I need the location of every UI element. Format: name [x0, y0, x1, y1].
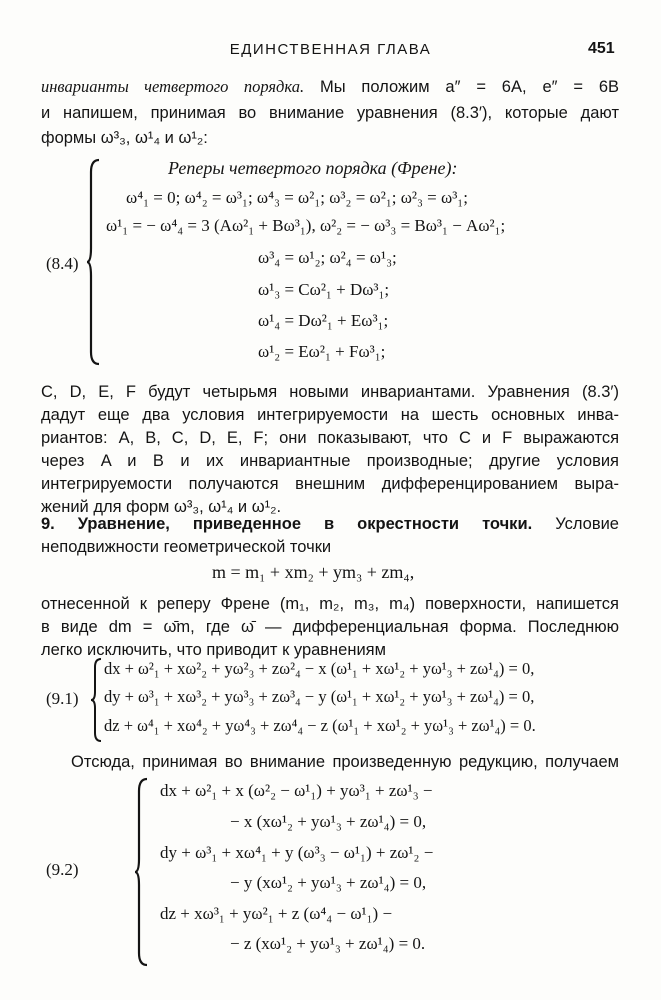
section-9-line: неподвижности геометрической точки	[41, 538, 332, 556]
eq-9-1-line: dx + ω²₁ + xω²₂ + yω²₃ + zω²₄ − x (ω¹₁ + xω¹₂ + yω¹₃ + zω¹₄) = 0,	[104, 659, 535, 678]
section-9-first-line	[41, 512, 619, 536]
section-9-point-equation: m = m₁ + xm₂ + ym₃ + zm₄,	[212, 562, 415, 582]
eq-8-4-line: ω¹₄ = Dω²₁ + Eω³₁;	[258, 311, 389, 330]
eq-8-4-caption: Реперы четвертого порядка (Френе):	[168, 158, 458, 178]
eq-9-2-line: dz + xω³₁ + yω²₁ + z (ω⁴₄ − ω¹₁) −	[160, 904, 393, 923]
eq-9-2-number: (9.2)	[46, 860, 79, 879]
intro-line-2: и напишем, принимая во внимание уравнения (8.3′), которые дают	[41, 104, 619, 122]
eq-8-4-brace	[86, 158, 102, 366]
eq-8-4-number: (8.4)	[46, 254, 79, 273]
eq-9-2-line: dy + ω³₁ + xω⁴₁ + y (ω³₃ − ω¹₁) + zω¹₂ −	[160, 843, 434, 862]
eq-8-4-line: ω¹₃ = Cω²₁ + Dω³₁;	[258, 280, 390, 299]
page-number: 451	[588, 40, 615, 57]
para2-line: через A и B и их инвариантные производные; другие условия	[41, 452, 619, 470]
eq-8-4-line: ω¹₁ = − ω⁴₄ = 3 (Aω²₁ + Bω³₁), ω²₂ = − ω³₃ = Bω³₁ − Aω²₁;	[106, 216, 506, 235]
section-9-line: легко исключить, что приводит к уравнениям	[41, 641, 386, 659]
intro-line-1	[41, 75, 619, 99]
eq-8-4-line: ω⁴₁ = 0; ω⁴₂ = ω³₁; ω⁴₃ = ω²₁; ω³₂ = ω²₁; ω²₃ = ω³₁;	[126, 188, 468, 207]
para2-line: интегрируемости получаются внешним дифференцированием выра-	[41, 475, 619, 493]
para3-line: Отсюда, принимая во внимание произведенную редукцию, получаем	[71, 753, 619, 771]
running-head: ЕДИНСТВЕННАЯ ГЛАВА	[229, 41, 432, 58]
intro-rest: Мы положим a″ = 6A, e″ = 6B	[319, 78, 619, 96]
eq-9-1-line: dy + ω³₁ + xω³₂ + yω³₃ + zω³₄ − y (ω¹₁ + xω¹₂ + yω¹₃ + zω¹₄) = 0,	[104, 687, 535, 706]
eq-9-2-line: − z (xω¹₂ + yω¹₃ + zω¹₄) = 0.	[230, 934, 426, 953]
section-9-line: в виде dm = ω̄m, где ω̄ — дифференциальная форма. Последнюю	[41, 618, 619, 636]
eq-8-4-line: ω¹₂ = Eω²₁ + Fω³₁;	[258, 342, 386, 361]
eq-8-4-line: ω³₄ = ω¹₂; ω²₄ = ω¹₃;	[258, 248, 397, 267]
section-9-line: отнесенной к реперу Френе (m₁, m₂, m₃, m₄) поверхности, напишется	[41, 595, 619, 613]
eq-9-1-number: (9.1)	[46, 689, 79, 708]
intro-italic: инварианты четвертого порядка.	[41, 77, 305, 96]
eq-9-1-line: dz + ω⁴₁ + xω⁴₂ + yω⁴₃ + zω⁴₄ − z (ω¹₁ + xω¹₂ + yω¹₃ + zω¹₄) = 0.	[104, 716, 536, 735]
para2-line: риантов: A, B, C, D, E, F; они показывают, что C и F выражаются	[41, 429, 619, 447]
eq-9-2-line: dx + ω²₁ + x (ω²₂ − ω¹₁) + yω³₁ + zω¹₃ −	[160, 781, 433, 800]
eq-9-2-line: − y (xω¹₂ + yω¹₃ + zω¹₄) = 0,	[230, 873, 427, 892]
eq-9-2-line: − x (xω¹₂ + yω¹₃ + zω¹₄) = 0,	[230, 812, 427, 831]
eq-9-2-brace	[134, 777, 150, 967]
section-9-l1-rest: Условие	[555, 515, 619, 533]
para2-line: C, D, E, F будут четырьмя новыми инвариантами. Уравнения (8.3′)	[41, 383, 619, 401]
para2-line: жений для форм ω³₃, ω¹₄ и ω¹₂.	[41, 498, 282, 516]
para2-line: дадут еще два условия интегрируемости на шесть основных инва-	[41, 406, 619, 424]
intro-line-3: формы ω³₃, ω¹₄ и ω¹₂:	[41, 129, 208, 147]
section-9-heading: 9. Уравнение, приведенное в окрестности точки.	[41, 515, 533, 533]
eq-9-1-brace	[90, 657, 104, 743]
